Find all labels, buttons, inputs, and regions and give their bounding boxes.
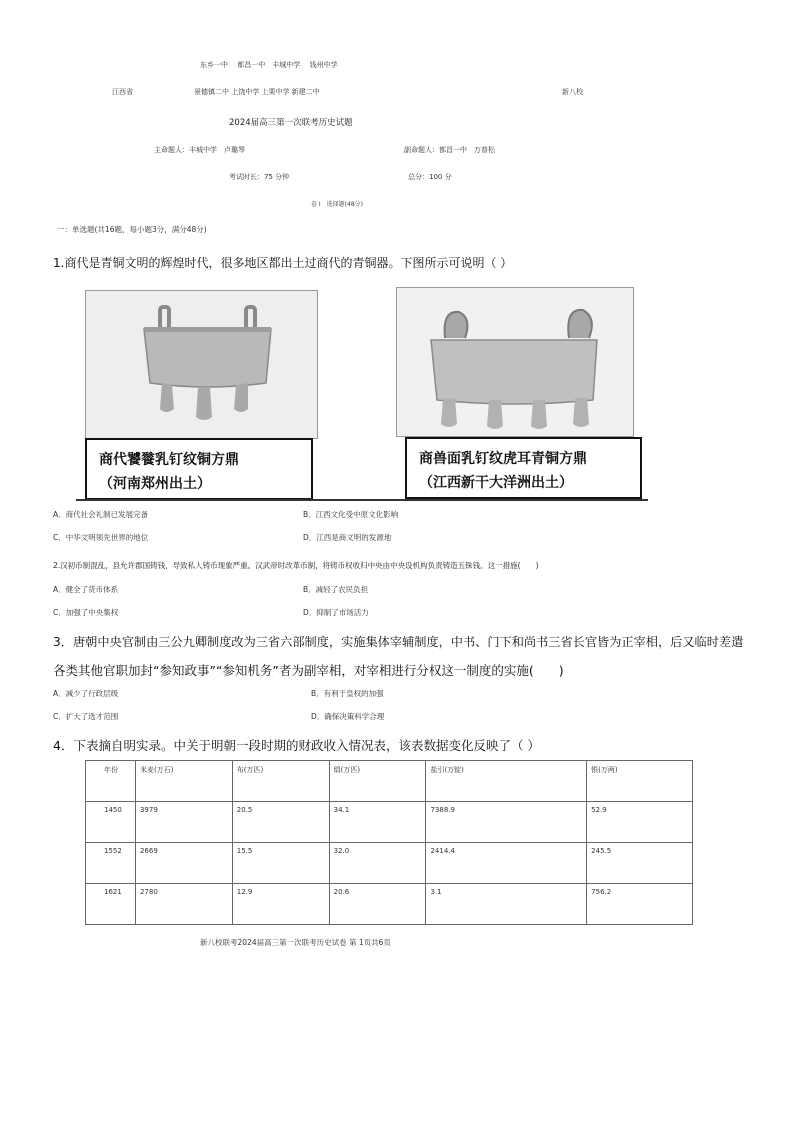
exam-duration: 考试时长：75 分钟 <box>229 173 290 181</box>
table-header-cell: 绢(万匹) <box>329 761 426 802</box>
bronze-ding-photo-left <box>85 290 318 439</box>
table-header-cell: 盐引(万锭) <box>426 761 587 802</box>
table-cell: 15.5 <box>232 843 329 884</box>
q1-option-d[interactable]: D．江西是商文明的发源地 <box>303 533 392 542</box>
q2-option-a[interactable]: A．健全了货币体系 <box>53 585 119 594</box>
q3-option-d[interactable]: D．确保决策科学合理 <box>311 712 385 721</box>
bronze-ding-photo-right <box>396 287 634 437</box>
table-cell: 1621 <box>86 884 136 925</box>
ding-right-caption-origin: （江西新干大洋洲出土） <box>419 475 573 491</box>
table-header-cell: 米麦(万石) <box>135 761 232 802</box>
table-row <box>86 884 693 925</box>
table-cell: 20.5 <box>232 802 329 843</box>
table-cell: 20.6 <box>329 884 426 925</box>
q1-stem: 1.商代是青铜文明的辉煌时代，很多地区都出土过商代的青铜器。下图所示可说明（ ） <box>53 256 513 270</box>
table-row <box>86 802 693 843</box>
q2-stem: 2.汉初币制混乱，县允许郡国铸钱，导致私人铸币现象严重。汉武帝时改革币制，将铸币权收归中央由中央设机构负责铸造五铢钱。这一措施( ) <box>53 561 539 570</box>
table-row <box>86 843 693 884</box>
q2-option-b[interactable]: B．减轻了农民负担 <box>303 585 369 594</box>
total-score: 总分：100 分 <box>408 173 452 181</box>
q1-option-c[interactable]: C．中华文明领先世界的地位 <box>53 533 149 542</box>
q4-stem: 4．下表摘自明实录。中关于明朝一段时期的财政收入情况表，该表数据变化反映了（ ） <box>53 738 540 753</box>
ding-right-caption-title: 商兽面乳钉纹虎耳青铜方鼎 <box>419 451 587 467</box>
q3-stem-line2: 各类其他官职加封“参知政事”“参知机务”者为副宰相，对宰相进行分权这一制度的实施( ) <box>53 663 564 678</box>
exam-title: 2024届高三第一次联考历史试题 <box>229 118 353 128</box>
q3-stem-line1: 3．唐朝中央官制由三公九卿制度改为三省六部制度，实施集体宰辅制度，中书、门下和尚书三省长官皆为正宰相，后又临时差遣 <box>53 635 744 649</box>
table-header-cell: 布(万匹) <box>232 761 329 802</box>
header-schools-row2: 景德镇二中 上饶中学 上栗中学 新建二中 <box>194 88 320 96</box>
ding-right-caption <box>405 437 642 499</box>
section-intro: 一：单选题(共16题，每小题3分，满分48分) <box>57 225 207 234</box>
table-cell: 32.0 <box>329 843 426 884</box>
q3-option-c[interactable]: C．扩大了选才范围 <box>53 712 119 721</box>
table-cell: 52.9 <box>587 802 693 843</box>
ding-left-caption <box>85 438 313 500</box>
table-cell: 3.1 <box>426 884 587 925</box>
table-cell: 1552 <box>86 843 136 884</box>
table-cell: 1450 <box>86 802 136 843</box>
table-cell: 34.1 <box>329 802 426 843</box>
q2-option-c[interactable]: C．加强了中央集权 <box>53 608 119 617</box>
ding-right-illustration <box>397 288 633 436</box>
figure-baseline <box>76 499 648 501</box>
table-cell: 756.2 <box>587 884 693 925</box>
q1-option-b[interactable]: B．江西文化受中原文化影响 <box>303 510 399 519</box>
header-schools-row1: 东乡一中 都昌一中 丰城中学 钱州中学 <box>200 61 338 69</box>
table-header-cell: 银(万两) <box>587 761 693 802</box>
q2-option-d[interactable]: D．抑制了市场活力 <box>303 608 369 617</box>
section-label: 卷 I 选择题(48分) <box>311 201 363 208</box>
table-header-cell: 年份 <box>86 761 136 802</box>
table-cell: 7388.9 <box>426 802 587 843</box>
q3-option-a[interactable]: A．减少了行政层级 <box>53 689 119 698</box>
table-cell: 2669 <box>135 843 232 884</box>
deputy-setter: 副命题人：都昌一中 万普松 <box>404 146 495 154</box>
table-cell: 2414.4 <box>426 843 587 884</box>
header-alliance: 新八校 <box>562 88 583 96</box>
table-cell: 2780 <box>135 884 232 925</box>
table-cell: 245.5 <box>587 843 693 884</box>
table-cell: 12.9 <box>232 884 329 925</box>
page-footer: 新八校联考2024届高三第一次联考历史试卷 第 1页共6页 <box>200 938 391 947</box>
ding-left-caption-title: 商代饕餮乳钉纹铜方鼎 <box>99 452 239 468</box>
chief-setter: 主命题人：丰城中学 卢璐琴 <box>154 146 245 154</box>
ding-left-caption-origin: （河南郑州出土） <box>99 476 211 492</box>
q3-option-b[interactable]: B．有利于皇权的加强 <box>311 689 384 698</box>
table-cell: 3979 <box>135 802 232 843</box>
q1-option-a[interactable]: A．商代社会礼制已发展完备 <box>53 510 149 519</box>
finance-table <box>85 760 693 925</box>
table-header-row <box>86 761 693 802</box>
header-province: 江西省 <box>112 88 133 96</box>
ding-left-illustration <box>86 291 317 438</box>
